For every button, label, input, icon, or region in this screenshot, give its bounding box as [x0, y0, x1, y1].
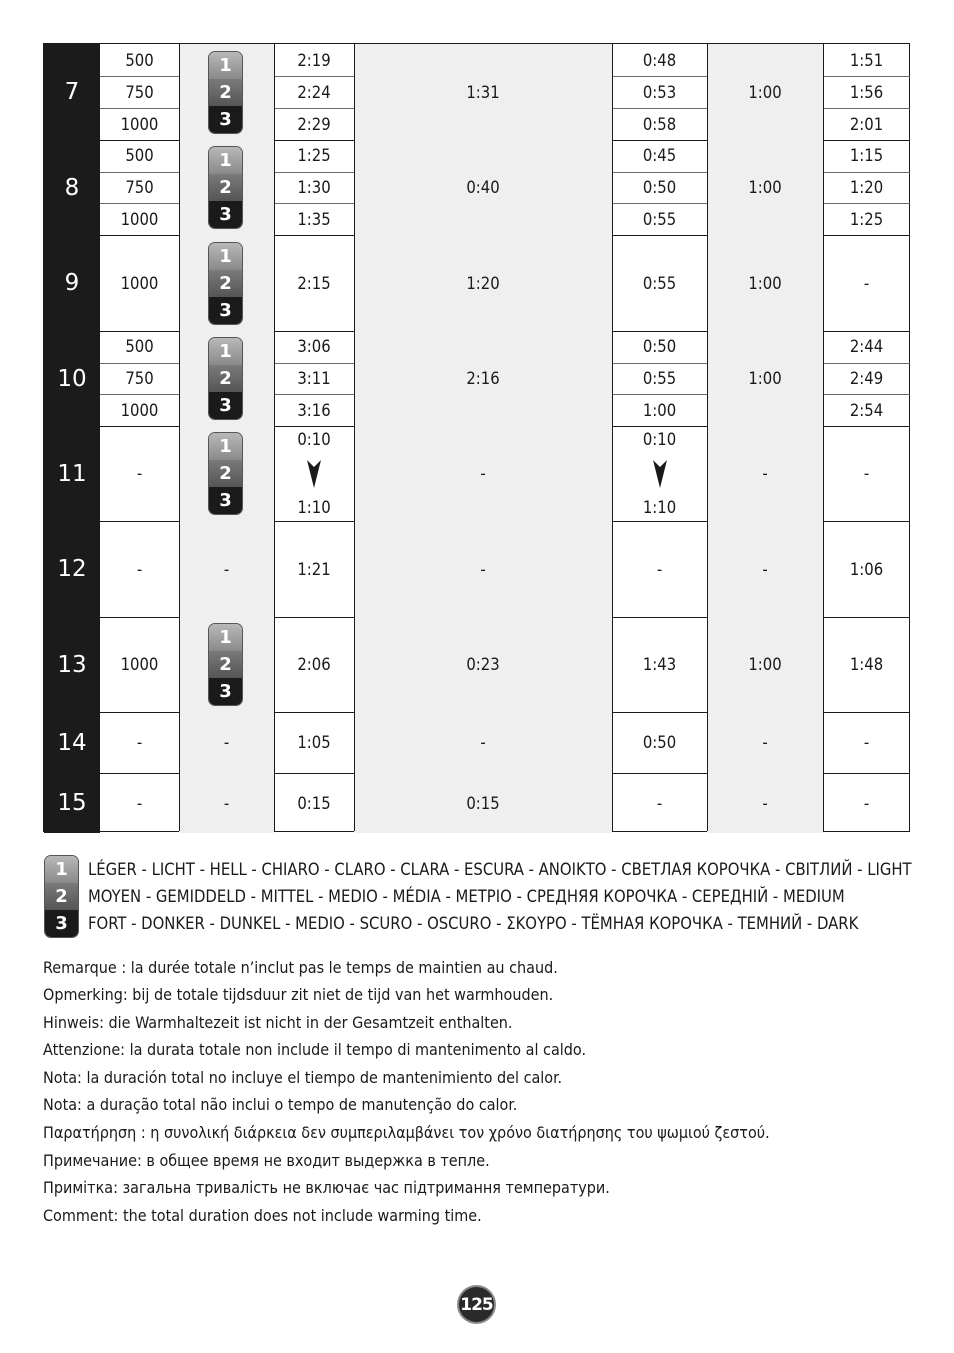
- stage-time-cell: 1:51: [849, 50, 884, 70]
- crust-color-icon: [209, 147, 242, 228]
- stage-time-cell: 1:43: [642, 655, 677, 674]
- total-time-cell: 2:15: [297, 273, 331, 293]
- total-time-cell: 2:29: [297, 114, 331, 134]
- crust-color-icon: [209, 52, 242, 133]
- note-pt: Nota: a duração total não inclui o tempo de manutenção do calor.: [43, 1095, 518, 1114]
- row-divider: [274, 363, 354, 364]
- row-divider: [823, 363, 910, 364]
- column-border: [274, 44, 275, 831]
- program-number: 12: [44, 521, 100, 617]
- stage-time-cell: 2:54: [849, 400, 884, 420]
- time-range: [274, 430, 354, 517]
- stage-time-cell: 1:31: [466, 82, 500, 102]
- stage-time-cell: 0:50: [642, 337, 677, 357]
- crust-level-2: 2: [209, 651, 242, 678]
- column-border: [354, 44, 355, 831]
- row-divider: [100, 394, 179, 395]
- total-time-cell: 1:05: [297, 733, 331, 752]
- stage-time-cell: 0:45: [642, 146, 677, 166]
- weight-cell: -: [136, 733, 143, 752]
- row-divider: [100, 108, 179, 109]
- program-number: 8: [44, 140, 100, 235]
- stage-time-cell: 1:06: [849, 559, 884, 579]
- crust-level-3: 3: [209, 392, 242, 419]
- row-divider: [612, 203, 707, 204]
- range-end: 1:10: [642, 498, 677, 517]
- stage-time-cell: 0:50: [642, 733, 677, 752]
- stage-time-cell: 0:48: [642, 50, 677, 70]
- crust-level-1: 1: [209, 243, 242, 270]
- range-end: 1:10: [297, 498, 331, 517]
- total-time-cell: 1:35: [297, 209, 331, 229]
- stage-time-cell: 1:00: [642, 400, 677, 420]
- weight-cell: 500: [125, 50, 154, 70]
- row-divider: [823, 172, 910, 173]
- stage-time-cell: 1:00: [748, 655, 782, 674]
- crust-level-1: 1: [209, 338, 242, 365]
- stage-time-cell: -: [863, 793, 870, 813]
- crust-color-icon: [209, 624, 242, 705]
- total-time-cell: 0:15: [297, 793, 331, 813]
- total-time-cell: 3:06: [297, 337, 331, 357]
- row-divider: [274, 203, 354, 204]
- stage-time-cell: 0:50: [642, 177, 677, 197]
- stage-time-cell: 0:15: [466, 793, 500, 813]
- badge-level-dark: 3: [45, 910, 78, 937]
- stage-time-cell: -: [762, 733, 768, 752]
- stage-time-cell: 2:16: [466, 369, 500, 388]
- page-number: 125: [459, 1287, 494, 1322]
- stage-time-cell: 1:20: [849, 177, 884, 197]
- stage-time-cell: -: [480, 464, 486, 483]
- row-divider: [823, 394, 910, 395]
- color-cell: -: [223, 559, 230, 579]
- stage-time-cell: 0:55: [642, 209, 677, 229]
- total-time-cell: 3:11: [297, 368, 331, 388]
- stage-time-cell: 2:49: [849, 368, 884, 388]
- stage-time-cell: 1:15: [849, 146, 884, 166]
- row-divider: [612, 76, 707, 77]
- time-range: [612, 430, 707, 517]
- range-start: 0:10: [297, 430, 331, 449]
- column-border: [707, 44, 708, 831]
- row-divider: [612, 108, 707, 109]
- total-time-cell: 2:24: [297, 82, 331, 102]
- program-number: 14: [44, 712, 100, 773]
- stage-time-cell: 1:48: [849, 655, 884, 674]
- note-ru: Примечание: в общее время не входит выдержка в тепле.: [43, 1151, 490, 1170]
- weight-cell: 1000: [120, 655, 159, 674]
- crust-level-2: 2: [209, 365, 242, 392]
- stage-time-cell: 1:56: [849, 82, 884, 102]
- row-divider: [612, 172, 707, 173]
- stage-time-cell: 1:25: [849, 209, 884, 229]
- color-cell: -: [223, 733, 230, 752]
- row-divider: [274, 76, 354, 77]
- stage-time-cell: 1:00: [748, 178, 782, 197]
- note-fr: Remarque : la durée totale n’inclut pas le temps de maintien au chaud.: [43, 958, 558, 977]
- stage-time-cell: -: [863, 464, 870, 483]
- program-number: 10: [44, 331, 100, 426]
- legend-dark: FORT - DONKER - DUNKEL - MEDIO - SCURO - OSCURO - ΣΚΟΥΡΟ - ТЁМНАЯ КОРОЧКА - ТЕМНИЙ - DARK: [88, 914, 859, 933]
- weight-cell: 750: [125, 177, 154, 197]
- weight-cell: 1000: [120, 273, 159, 293]
- stage-time-cell: -: [762, 464, 768, 483]
- row-divider: [274, 172, 354, 173]
- column-border: [823, 44, 824, 831]
- badge-level-medium: 2: [45, 883, 78, 910]
- crust-color-icon: [209, 243, 242, 324]
- total-time-cell: 2:06: [297, 655, 331, 674]
- program-number: 15: [44, 773, 100, 833]
- weight-cell: 1000: [120, 209, 159, 229]
- row-divider: [823, 108, 910, 109]
- weight-cell: -: [136, 464, 143, 483]
- stage-time-cell: -: [656, 793, 663, 813]
- weight-cell: -: [136, 559, 143, 579]
- stage-time-cell: 0:40: [466, 178, 500, 197]
- crust-level-3: 3: [209, 678, 242, 705]
- total-time-cell: 1:25: [297, 146, 331, 166]
- stage-time-cell: -: [863, 273, 870, 293]
- stage-time-cell: -: [762, 559, 768, 579]
- stage-time-cell: -: [480, 559, 486, 579]
- crust-level-2: 2: [209, 174, 242, 201]
- color-cell: -: [223, 793, 230, 813]
- total-time-cell: 1:30: [297, 177, 331, 197]
- row-divider: [612, 394, 707, 395]
- weight-cell: 1000: [120, 400, 159, 420]
- stage-time-cell: 0:58: [642, 114, 677, 134]
- stage-time-cell: -: [480, 733, 486, 752]
- crust-level-2: 2: [209, 460, 242, 487]
- stage-time-cell: -: [762, 793, 768, 813]
- crust-level-3: 3: [209, 487, 242, 514]
- row-divider: [100, 203, 179, 204]
- legend-light: LÉGER - LICHT - HELL - CHIARO - CLARO - CLARA - ESCURA - ΑΝΟΙΚΤΟ - СВЕТЛАЯ КОРОЧКА - СВІТЛИЙ - LIGHT: [88, 860, 912, 879]
- row-divider: [100, 76, 179, 77]
- note-es: Nota: la duración total no incluye el tiempo de mantenimiento del calor.: [43, 1068, 563, 1087]
- stage-time-cell: 1:00: [748, 273, 782, 293]
- crust-color-badge-legend: [45, 856, 78, 937]
- note-de: Hinweis: die Warmhaltezeit ist nicht in der Gesamtzeit enthalten.: [43, 1013, 513, 1032]
- row-divider: [100, 172, 179, 173]
- stage-time-cell: 2:44: [849, 337, 884, 357]
- column-border: [179, 44, 180, 831]
- stage-time-cell: 2:01: [849, 114, 884, 134]
- note-uk: Примітка: загальна тривалість не включає час підтримання температури.: [43, 1178, 610, 1197]
- stage-time-cell: 0:55: [642, 273, 677, 293]
- crust-level-1: 1: [209, 624, 242, 651]
- crust-color-icon: [209, 433, 242, 514]
- crust-level-3: 3: [209, 201, 242, 228]
- crust-level-3: 3: [209, 106, 242, 133]
- crust-level-2: 2: [209, 79, 242, 106]
- down-arrow-icon: [306, 459, 322, 489]
- crust-level-2: 2: [209, 270, 242, 297]
- note-nl: Opmerking: bij de totale tijdsduur zit niet de tijd van het warmhouden.: [43, 985, 554, 1004]
- row-divider: [823, 203, 910, 204]
- stage-time-cell: -: [656, 559, 663, 579]
- total-time-cell: 3:16: [297, 400, 331, 420]
- weight-cell: -: [136, 793, 143, 813]
- stage-time-cell: 1:00: [748, 369, 782, 388]
- crust-level-1: 1: [209, 147, 242, 174]
- row-divider: [612, 363, 707, 364]
- program-time-table: [43, 43, 910, 832]
- note-it: Attenzione: la durata totale non include il tempo di mantenimento al caldo.: [43, 1040, 587, 1059]
- note-en: Comment: the total duration does not include warming time.: [43, 1206, 482, 1225]
- total-time-cell: 2:19: [297, 50, 331, 70]
- row-divider: [274, 394, 354, 395]
- stage-time-cell: 1:00: [748, 82, 782, 102]
- program-number: 13: [44, 617, 100, 712]
- crust-color-icon: [209, 338, 242, 419]
- badge-level-light: 1: [45, 856, 78, 883]
- row-divider: [274, 108, 354, 109]
- stage-time-cell: 0:55: [642, 368, 677, 388]
- crust-level-1: 1: [209, 433, 242, 460]
- row-divider: [100, 363, 179, 364]
- range-start: 0:10: [642, 430, 677, 449]
- crust-level-1: 1: [209, 52, 242, 79]
- stage-time-cell: -: [863, 733, 870, 752]
- row-divider: [823, 76, 910, 77]
- stage-time-cell: 1:20: [466, 273, 500, 293]
- stage-time-cell: 0:53: [642, 82, 677, 102]
- crust-level-3: 3: [209, 297, 242, 324]
- stage-time-cell: 0:23: [466, 655, 500, 674]
- weight-cell: 500: [125, 337, 154, 357]
- total-time-cell: 1:21: [297, 559, 331, 579]
- down-arrow-icon: [652, 459, 668, 489]
- legend-medium: MOYEN - GEMIDDELD - MITTEL - MEDIO - MÉDIA - ΜΕΤΡΙΟ - СРЕДНЯЯ КОРОЧКА - СЕРЕДНІЙ - MEDIUM: [88, 887, 845, 906]
- weight-cell: 1000: [120, 114, 159, 134]
- weight-cell: 500: [125, 146, 154, 166]
- program-number: 7: [44, 44, 100, 140]
- weight-cell: 750: [125, 368, 154, 388]
- column-border: [612, 44, 613, 831]
- note-el: Παρατήρηση : η συνολική διάρκεια δεν συμπεριλαμβάνει τον χρόνο διατήρησης του ψωμιού ζεστού.: [43, 1123, 770, 1142]
- weight-cell: 750: [125, 82, 154, 102]
- program-number: 11: [44, 426, 100, 521]
- program-number: 9: [44, 235, 100, 331]
